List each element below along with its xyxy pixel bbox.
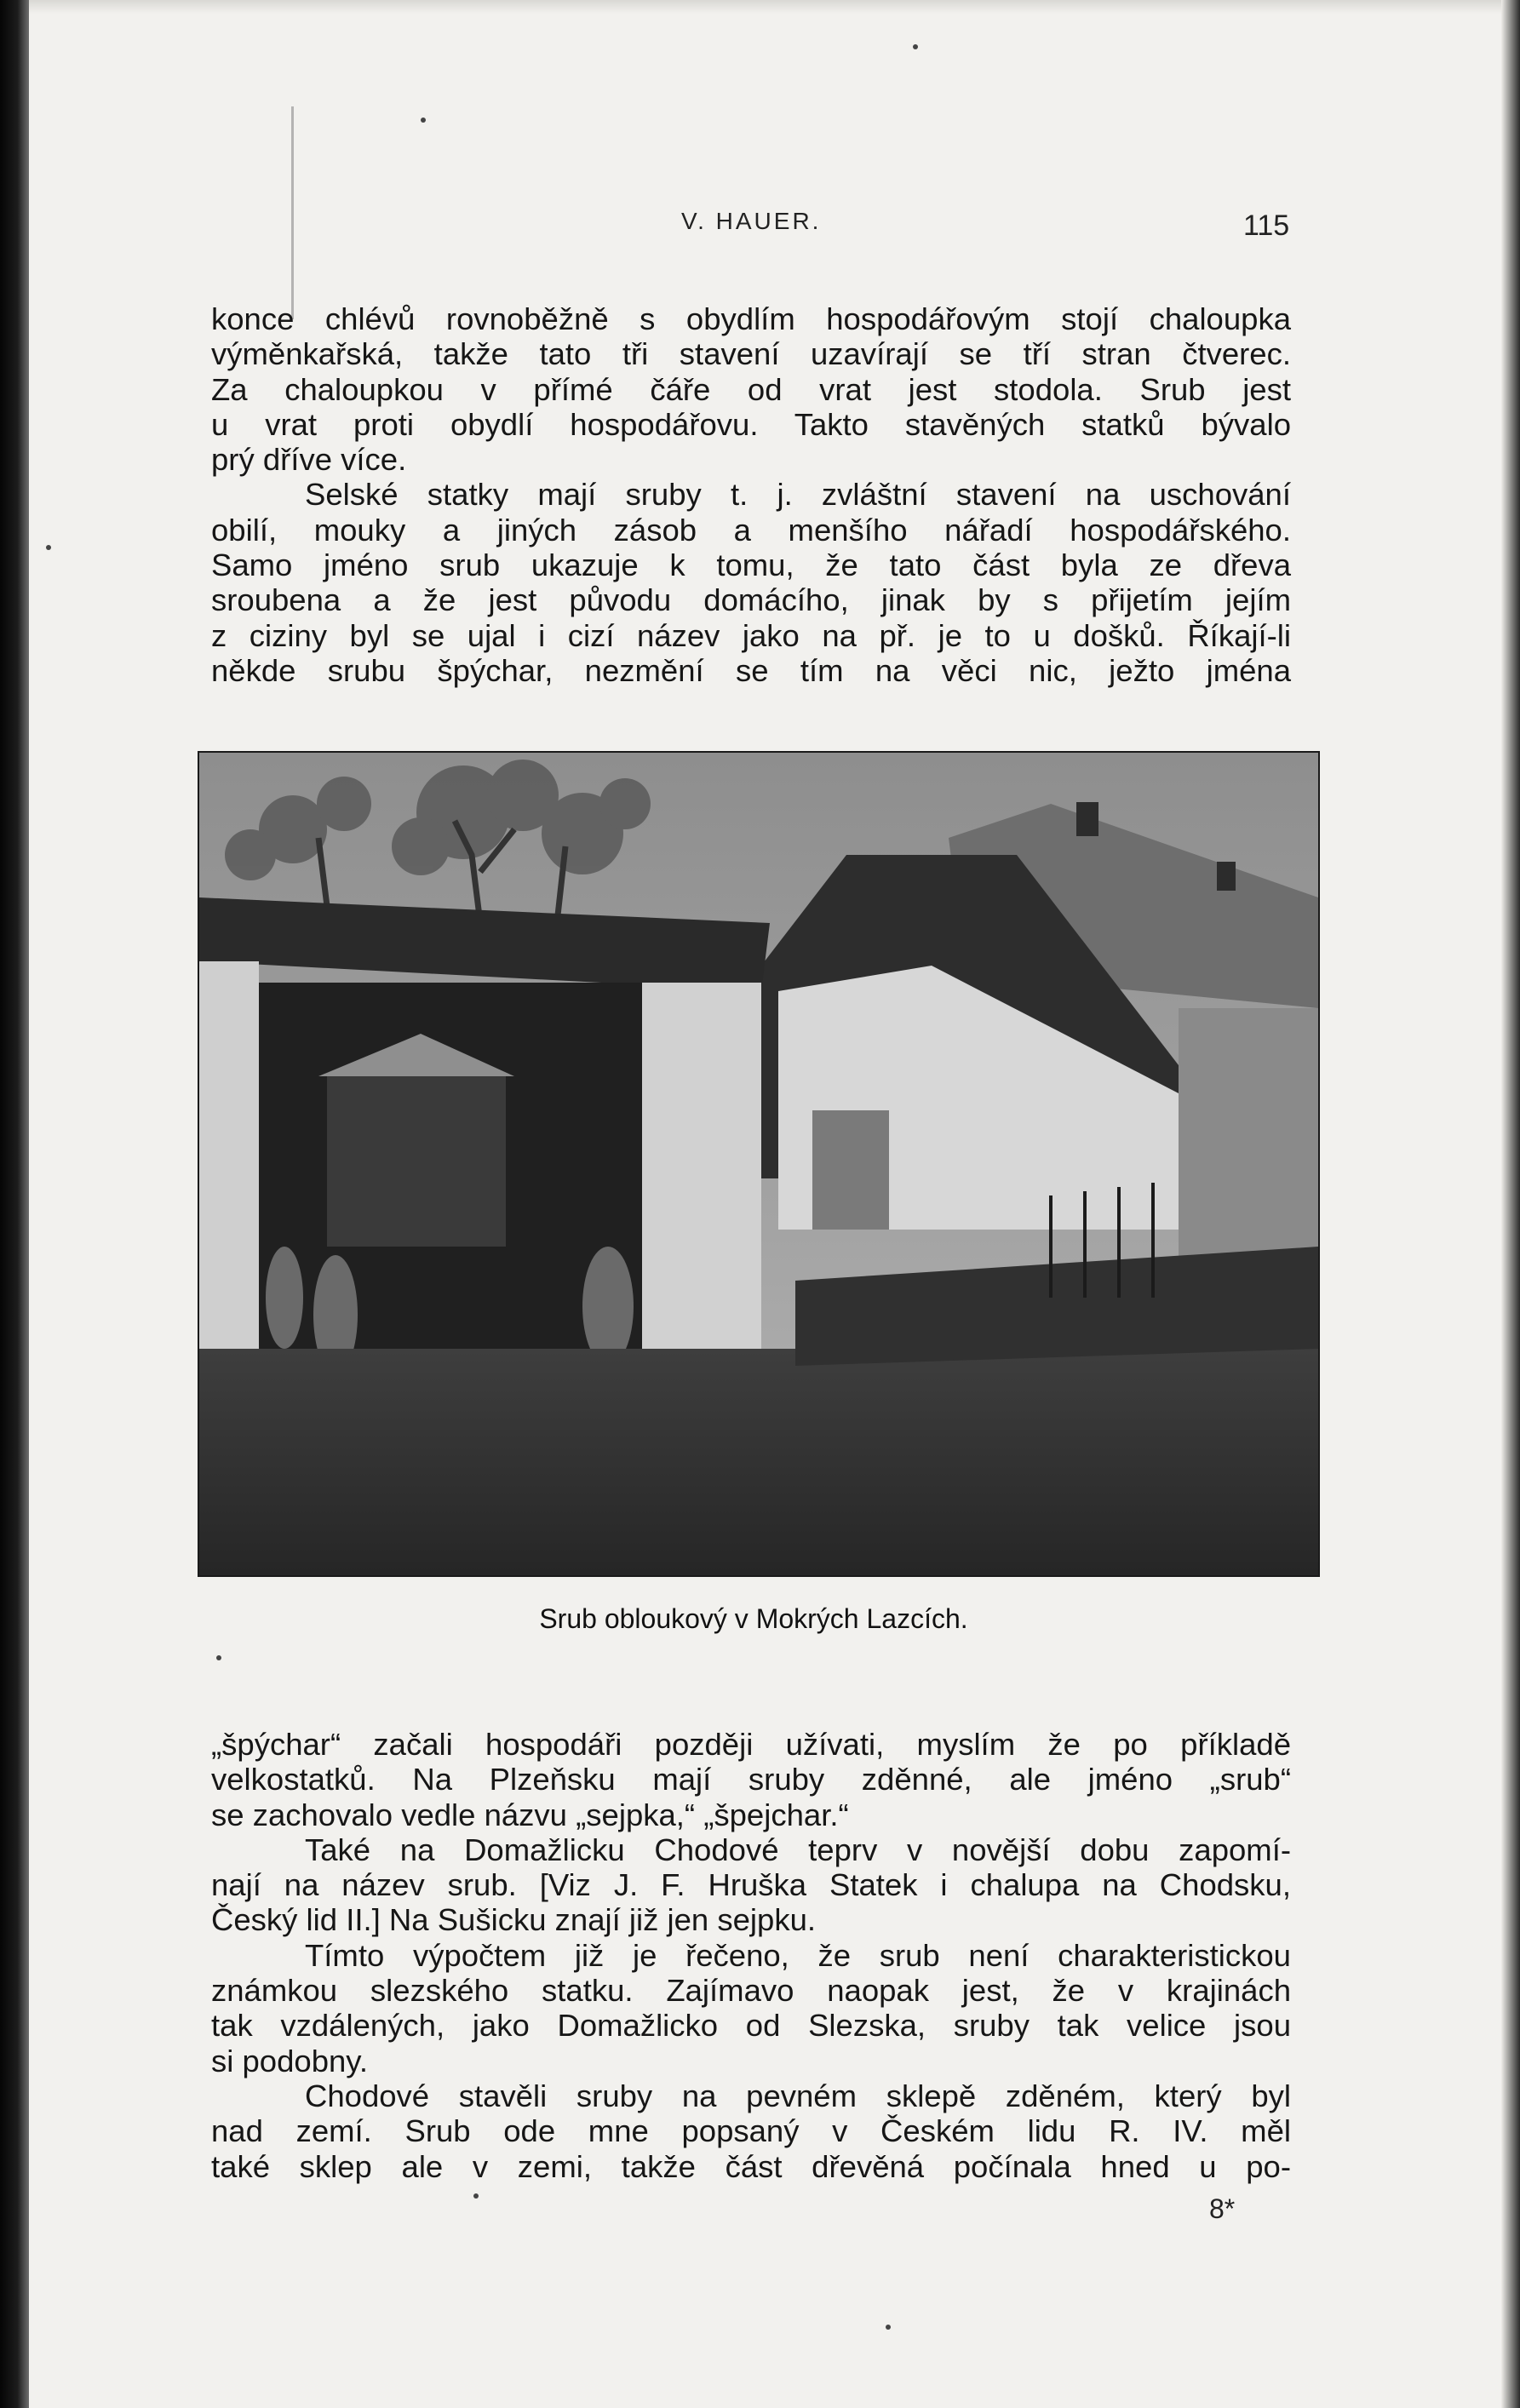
ink-speck <box>216 1655 221 1660</box>
photograph-srub <box>198 751 1320 1577</box>
paper-crease <box>291 106 294 319</box>
text-line: známkou slezského statku. Zajímavo naopak jest, že v krajinách <box>211 1973 1291 2009</box>
ink-speck <box>46 545 51 550</box>
page-number: 115 <box>1243 209 1290 242</box>
text-line: si podobny. <box>211 2043 368 2078</box>
scan-left-edge <box>0 0 29 2408</box>
text-line: Chodové stavěli sruby na pevném sklepě zděném, který byl <box>305 2078 1291 2113</box>
signature-mark: 8* <box>1209 2193 1236 2224</box>
text-line: Selské statky mají sruby t. j. zvláštní stavení na uschování <box>305 477 1291 513</box>
text-line: prý dříve více. <box>211 442 407 478</box>
running-head-author: V. HAUER. <box>681 208 822 234</box>
text-line: „špýchar“ začali hospodáři později užívati, myslím že po příkladě <box>211 1727 1291 1762</box>
text-line: velkostatků. Na Plzeňsku mají sruby zděnné, ale jméno „srub“ <box>211 1762 1291 1797</box>
text-line: výměnkařská, takže tato tři stavení uzavírají se tří stran čtverec. <box>211 336 1291 372</box>
text-line: se zachovalo vedle názvu „sejpka,“ „špejchar.“ <box>211 1797 849 1832</box>
scan-right-edge <box>1501 0 1520 2408</box>
scan-top-edge <box>0 0 1520 14</box>
text-line: nad zemí. Srub ode mne popsaný v Českém lidu R. IV. měl <box>211 2113 1291 2149</box>
text-line: u vrat proti obydlí hospodářovu. Takto stavěných statků bývalo <box>211 406 1291 442</box>
text-line: konce chlévů rovnoběžně s obydlím hospodářovým stojí chaloupka <box>211 301 1291 336</box>
figure-caption: Srub obloukový v Mokrých Lazcích. <box>539 1603 968 1634</box>
text-line: někde srubu špýchar, nezmění se tím na věci nic, ježto jména <box>211 652 1291 688</box>
ink-speck <box>913 44 918 49</box>
text-block-top <box>211 301 1291 688</box>
text-line: sroubena a že jest původu domácího, jinak by s přijetím jejím <box>211 582 1291 618</box>
text-line: Za chaloupkou v přímé čáře od vrat jest stodola. Srub jest <box>211 371 1291 407</box>
text-line: Samo jméno srub ukazuje k tomu, že tato část byla ze dřeva <box>211 548 1291 583</box>
text-line: nají na název srub. [Viz J. F. Hruška Statek i chalupa na Chodsku, <box>211 1867 1291 1903</box>
ink-speck <box>886 2325 891 2330</box>
text-line: Tímto výpočtem již je řečeno, že srub není charakteristickou <box>305 1937 1291 1973</box>
ink-speck <box>421 118 426 123</box>
text-line: Český lid II.] Na Sušicku znají již jen sejpku. <box>211 1902 817 1938</box>
text-line: tak vzdálených, jako Domažlicko od Slezska, sruby tak velice jsou <box>211 2008 1291 2044</box>
text-line: obilí, mouky a jiných zásob a menšího nářadí hospodářského. <box>211 512 1291 548</box>
text-line: z ciziny byl se ujal i cizí název jako na př. je to u došků. Říkají-li <box>211 617 1291 653</box>
text-line: Také na Domažlicku Chodové teprv v novější dobu zapomí- <box>305 1832 1291 1867</box>
text-block-bottom <box>211 1727 1291 2184</box>
text-line: také sklep ale v zemi, takže část dřevěná počínala hned u po- <box>211 2148 1291 2184</box>
ink-speck <box>473 2193 479 2199</box>
photograph-illustration <box>199 753 1318 1575</box>
